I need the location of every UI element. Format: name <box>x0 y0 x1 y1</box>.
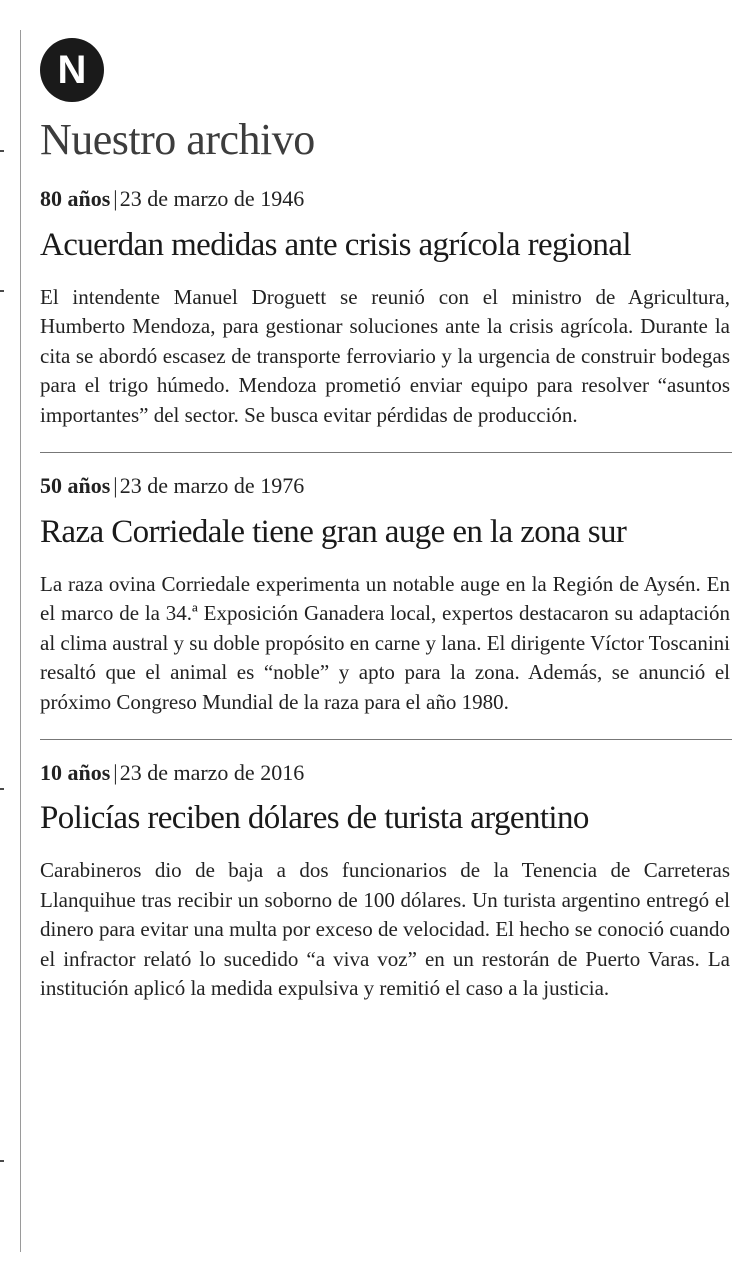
archive-article-50 <box>40 473 730 717</box>
article-kicker <box>40 760 730 786</box>
article-body: La raza ovina Corriedale experimenta un notable auge en la Región de Aysén. En el marco de la 34.ª Exposición Ganadera local, expertos destacaron su adaptación al clima austral y su doble propósito en carne y lana. El dirigente Víctor Toscanini resaltó que el animal es “noble” y apto para la zona. Además, se anunció el próximo Congreso Mundial de la raza para el año 1980. <box>40 571 730 714</box>
section-title: Nuestro archivo <box>40 115 315 164</box>
archive-article-10 <box>40 760 730 1004</box>
edge-mark <box>0 1160 4 1162</box>
archive-article-80 <box>40 186 730 430</box>
article-headline: Raza Corriedale tiene gran auge en la zona sur <box>40 513 627 550</box>
edge-mark <box>0 290 4 292</box>
article-body: Carabineros dio de baja a dos funcionarios de la Tenencia de Carreteras Llanquihue tras recibir un soborno de 100 dólares. Un turista argentino entregó el dinero para evitar una multa por exceso de velocidad. El hecho se conoció cuando el infractor relató lo sucedido “a viva voz” en un restorán de Puerto Varas. La institución aplicó la medida expulsiva y remitió el caso a la justicia. <box>40 858 730 1001</box>
kicker-separator: | <box>113 760 118 786</box>
article-kicker <box>40 186 730 212</box>
column-rule <box>20 30 21 1252</box>
article-date: 23 de marzo de 1946 <box>119 186 305 212</box>
edge-mark <box>0 788 4 790</box>
logo-letter: N <box>57 48 87 92</box>
article-headline: Policías reciben dólares de turista argentino <box>40 800 589 837</box>
n-logo <box>40 38 104 102</box>
article-kicker <box>40 473 730 499</box>
article-divider <box>40 739 732 740</box>
article-divider <box>40 452 732 453</box>
article-date: 23 de marzo de 2016 <box>119 760 305 786</box>
article-date: 23 de marzo de 1976 <box>119 473 305 499</box>
article-body: El intendente Manuel Droguett se reunió con el ministro de Agricultura, Humberto Mendoza, para gestionar soluciones ante la crisis agrícola. Durante la cita se abordó escasez de transporte ferroviario y la urgencia de construir bodegas para el trigo húmedo. Mendoza prometió enviar equipo para resolver “asuntos importantes” del sector. Se busca evitar pérdidas de producción. <box>40 284 730 427</box>
years-ago: 10 años <box>40 760 111 786</box>
archive-section <box>40 38 730 1004</box>
years-ago: 50 años <box>40 473 111 499</box>
edge-mark <box>0 150 4 152</box>
article-headline: Acuerdan medidas ante crisis agrícola regional <box>40 226 631 263</box>
kicker-separator: | <box>113 473 118 499</box>
years-ago: 80 años <box>40 186 111 212</box>
kicker-separator: | <box>113 186 118 212</box>
